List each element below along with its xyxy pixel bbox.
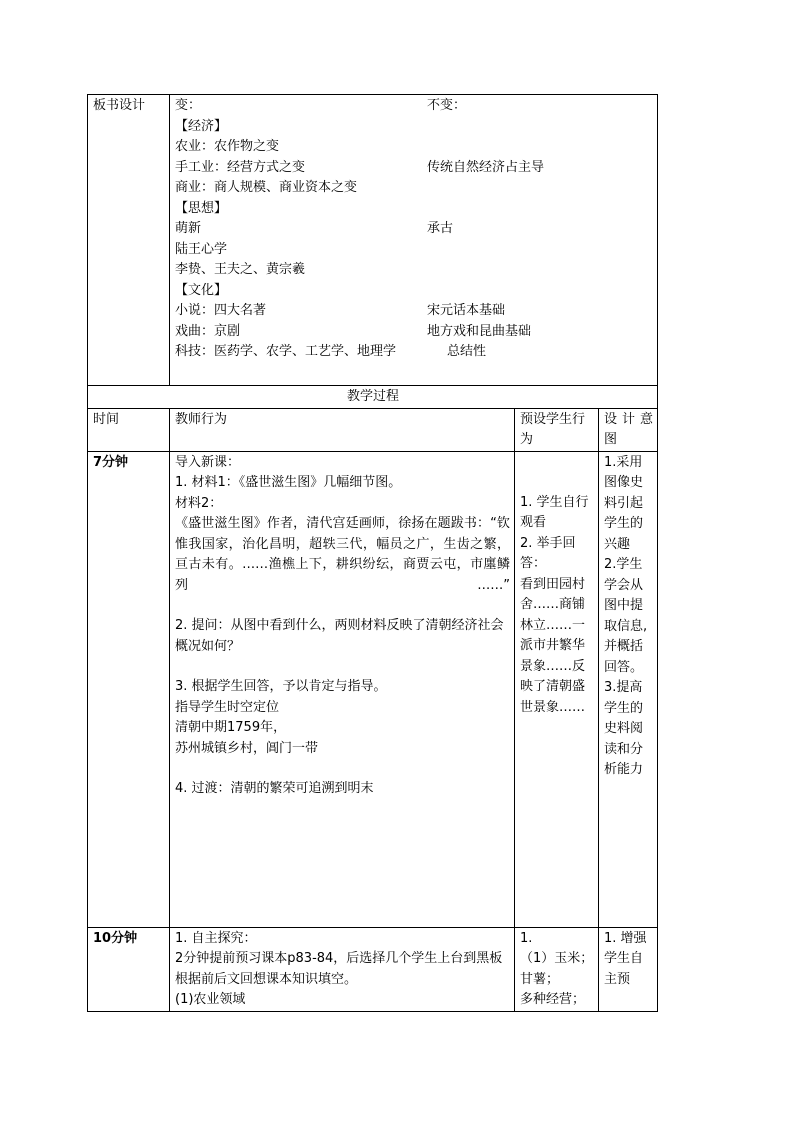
row2-intent: 1. 增强学生自主预 [599,927,658,1011]
table-row [88,927,658,1011]
novel-right: 宋元话本基础 [427,303,506,318]
process-title-row [88,386,658,409]
commerce-line: 商业：商人规模、商业资本之变 [175,180,358,195]
thought-heading: 【思想】 [175,200,228,216]
row2-time: 10分钟 [88,927,170,1011]
new-bud: 萌新 [175,221,202,236]
row1-time: 7分钟 [88,451,170,927]
header-row [88,408,658,451]
inherit: 承古 [427,221,454,236]
unchanged-label: 不变： [427,98,467,113]
row1-student: 1. 学生自行观看 2. 举手回答： 看到田园村舍……商铺林立……一派市井繁华景象……反映了清朝盛世景象…… [515,451,599,927]
header-time: 时间 [88,408,170,451]
culture-heading: 【文化】 [175,282,228,298]
agri-line: 农业：农作物之变 [175,139,280,154]
lesson-plan-table [87,94,658,1012]
novel-line: 小说：四大名著 [175,303,267,318]
board-design-row [88,95,658,386]
header-teacher: 教师行为 [170,408,515,451]
science-line: 科技：医药学、农学、工艺学、地理学 [175,344,397,359]
row2-teacher: 1. 自主探究： 2分钟提前预习课本p83-84，后选择几个学生上台到黑板根据前后文回想课本知识填空。 (1)农业领域 [170,927,515,1011]
craft-line: 手工业：经营方式之变 [175,159,306,175]
table-row [88,451,658,927]
thinkers-line: 李贽、王夫之、黄宗羲 [175,262,306,277]
row1-teacher: 导入新课： 1. 材料1：《盛世滋生图》几幅细节图。 材料2： 《盛世滋生图》作者，清代宫廷画师，徐扬在题跋书：“钦惟我国家，治化昌明，超轶三代，幅员之广，生齿之繁，亘古未有。……渔樵上下，耕织纷纭，商贾云屯，市廛鳞列……” 2. 提问：从图中看到什么，两则材料反映了清朝经济社会概况如何？ 3. 根据学生回答，予以肯定与指导。 指导学生时空定位 清朝中期1759年， 苏州城镇乡村，阊门一带 4. 过渡：清朝的繁荣可追溯到明末 [170,451,515,927]
craft-right: 传统自然经济占主导 [427,159,545,175]
luwang-line: 陆王心学 [175,241,228,257]
header-student: 预设学生行为 [515,408,599,451]
row1-intent: 1.采用图像史料引起学生的兴趣 2.学生学会从图中提取信息,并概括回答。 3.提高学生的史料阅读和分析能力 [599,451,658,927]
opera-line: 戏曲：京剧 [175,323,241,339]
row2-student: 1. （1）玉米；甘薯； 多种经营； [515,927,599,1011]
board-design-content [170,95,658,386]
board-design-label: 板书设计 [88,95,170,386]
opera-right: 地方戏和昆曲基础 [427,323,532,339]
science-right: 总结性 [447,344,487,359]
change-label: 变： [175,98,202,113]
economy-heading: 【经济】 [175,118,228,134]
header-intent: 设计意图 [599,408,658,451]
process-title: 教学过程 [88,386,658,409]
